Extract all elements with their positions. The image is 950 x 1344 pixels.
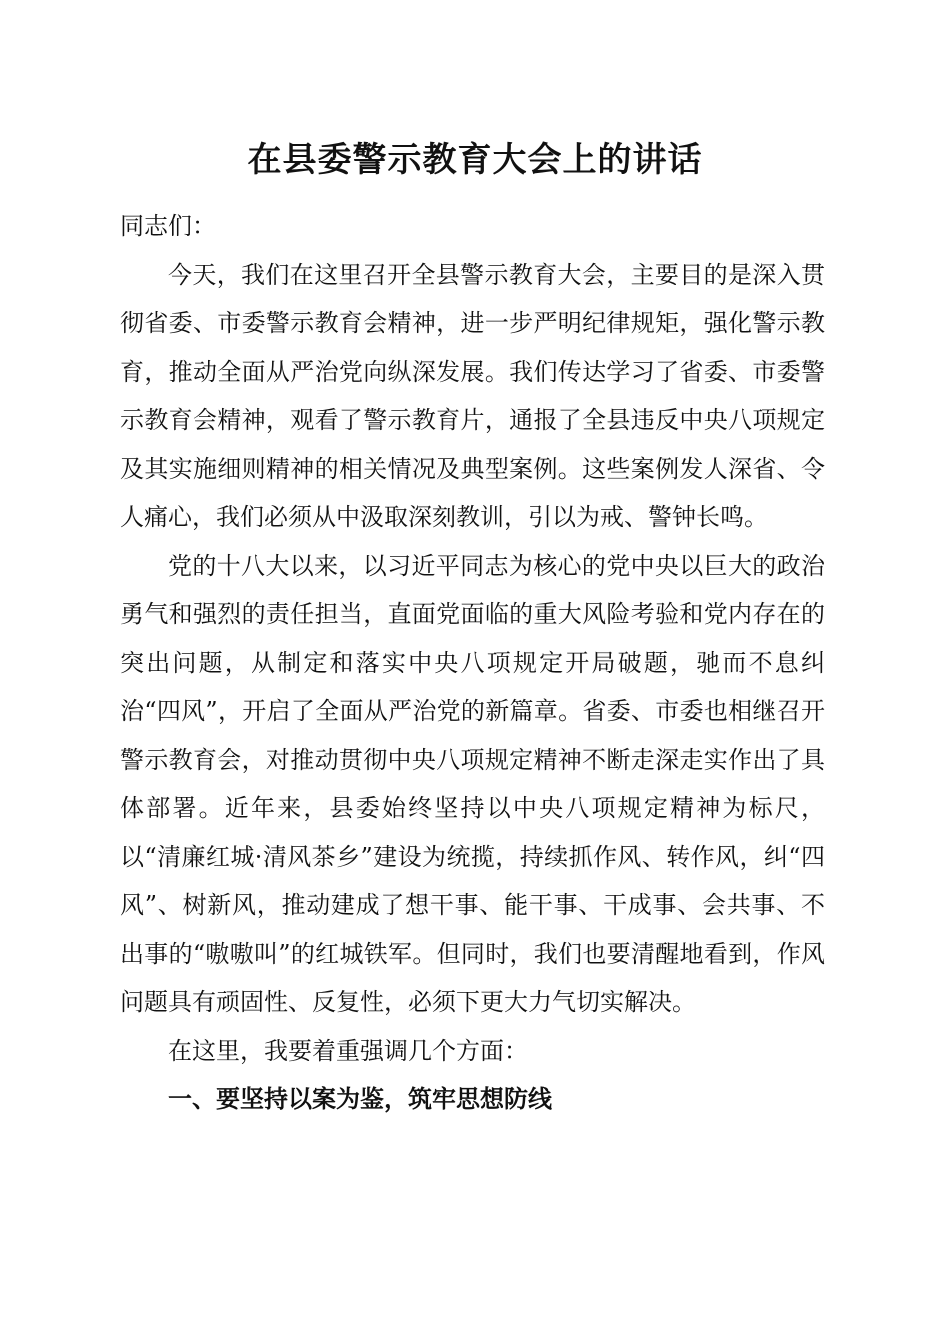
paragraph-transition: 在这里，我要着重强调几个方面： (168, 1036, 528, 1065)
paragraph-intro: 今天，我们在这里召开全县警示教育大会，主要目的是深入贯彻省委、市委警示教育会精神，进一步严明纪律规矩，强化警示教育，推动全面从严治党向纵深发展。我们传达学习了省委、市委警示教育会精神，观看了警示教育片，通报了全县违反中央八项规定及其实施细则精神的相关情况及典型案例。这些案例发人深省、令人痛心，我们必须从中汲取深刻教训，引以为戒、警钟长鸣。 (120, 260, 825, 531)
paragraph-background: 党的十八大以来，以习近平同志为核心的党中央以巨大的政治勇气和强烈的责任担当，直面党面临的重大风险考验和党内存在的突出问题，从制定和落实中央八项规定开局破题，驰而不息纠治“四风”，开启了全面从严治党的新篇章。省委、市委也相继召开警示教育会，对推动贯彻中央八项规定精神不断走深走实作出了具体部署。近年来，县委始终坚持以中央八项规定精神为标尺，以“清廉红城·清风茶乡”建设为统揽，持续抓作风、转作风，纠“四风”、树新风，推动建成了想干事、能干事、干成事、会共事、不出事的“嗷嗷叫”的红城铁军。但同时，我们也要清醒地看到，作风问题具有顽固性、反复性，必须下更大力气切实解决。 (120, 551, 825, 1016)
document-body (120, 202, 825, 1124)
salutation: 同志们： (120, 212, 216, 240)
document-title: 在县委警示教育大会上的讲话 (247, 140, 703, 180)
section-heading: 一、要坚持以案为鉴，筑牢思想防线 (168, 1085, 552, 1113)
